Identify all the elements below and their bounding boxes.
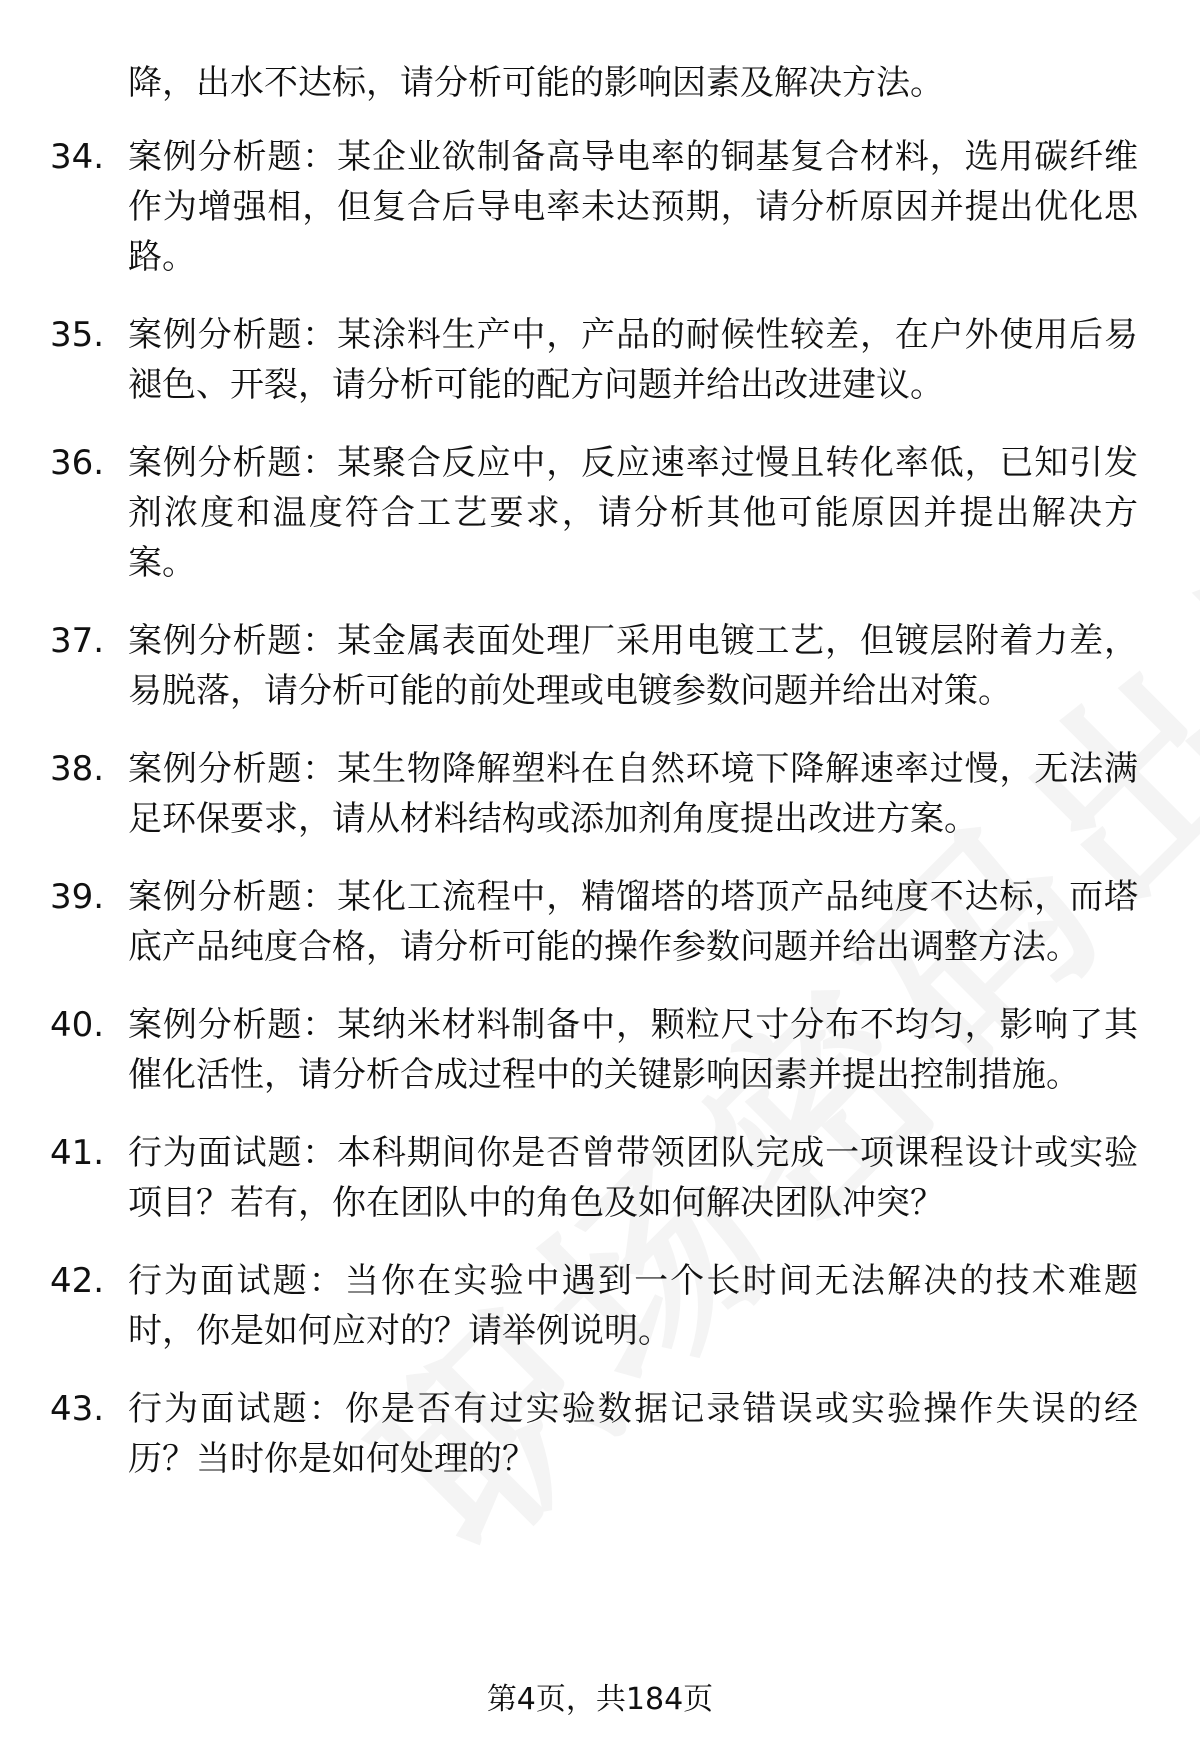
page-footer: 第4页，共184页 <box>486 1682 714 1717</box>
question-number: 41. <box>50 1133 105 1173</box>
question-item <box>0 1256 1200 1356</box>
question-number: 40. <box>50 1005 105 1045</box>
question-number: 34. <box>50 137 105 177</box>
question-item <box>0 310 1200 410</box>
question-number: 38. <box>50 749 105 789</box>
question-item <box>0 744 1200 844</box>
question-text: 行为面试题：本科期间你是否曾带领团队完成一项课程设计或实验项目？若有，你在团队中的角色及如何解决团队冲突？ <box>128 1133 1138 1223</box>
question-item <box>0 1128 1200 1228</box>
question-item <box>0 1384 1200 1484</box>
question-number: 35. <box>50 315 105 355</box>
question-text: 案例分析题：某涂料生产中，产品的耐候性较差，在户外使用后易褪色、开裂，请分析可能的配方问题并给出改进建议。 <box>128 315 1138 405</box>
question-text: 案例分析题：某生物降解塑料在自然环境下降解速率过慢，无法满足环保要求，请从材料结构或添加剂角度提出改进方案。 <box>128 749 1138 839</box>
question-number: 36. <box>50 443 105 483</box>
question-text: 案例分析题：某企业欲制备高导电率的铜基复合材料，选用碳纤维作为增强相，但复合后导电率未达预期，请分析原因并提出优化思路。 <box>128 137 1138 277</box>
question-text: 案例分析题：某聚合反应中，反应速率过慢且转化率低，已知引发剂浓度和温度符合工艺要求，请分析其他可能原因并提出解决方案。 <box>128 443 1138 583</box>
question-item <box>0 872 1200 972</box>
continuation-text: 降，出水不达标，请分析可能的影响因素及解决方法。 <box>128 63 944 103</box>
question-text: 案例分析题：某纳米材料制备中，颗粒尺寸分布不均匀，影响了其催化活性，请分析合成过程中的关键影响因素并提出控制措施。 <box>128 1005 1138 1095</box>
question-item <box>0 132 1200 282</box>
question-text: 案例分析题：某金属表面处理厂采用电镀工艺，但镀层附着力差，易脱落，请分析可能的前处理或电镀参数问题并给出对策。 <box>128 621 1138 711</box>
question-number: 37. <box>50 621 105 661</box>
question-number: 43. <box>50 1389 105 1429</box>
question-number: 39. <box>50 877 105 917</box>
question-item <box>0 1000 1200 1100</box>
question-text: 行为面试题：当你在实验中遇到一个长时间无法解决的技术难题时，你是如何应对的？请举例说明。 <box>128 1261 1138 1351</box>
question-list <box>0 132 1200 1512</box>
question-text: 行为面试题：你是否有过实验数据记录错误或实验操作失误的经历？当时你是如何处理的？ <box>128 1389 1138 1479</box>
question-number: 42. <box>50 1261 105 1301</box>
question-item <box>0 616 1200 716</box>
question-item <box>0 438 1200 588</box>
question-text: 案例分析题：某化工流程中，精馏塔的塔顶产品纯度不达标，而塔底产品纯度合格，请分析可能的操作参数问题并给出调整方法。 <box>128 877 1138 967</box>
